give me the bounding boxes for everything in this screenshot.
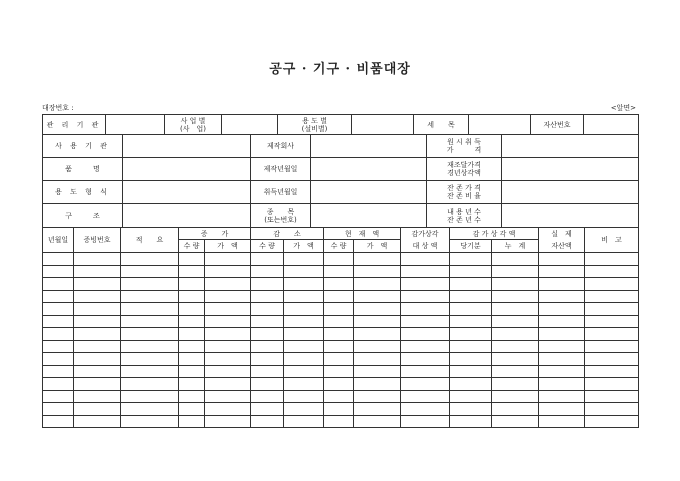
ledger-cell[interactable] [284,315,324,328]
ledger-cell[interactable] [324,403,354,416]
col-depr-current-period: 당기분 [450,240,492,253]
ledger-cell[interactable] [585,378,639,391]
ledger-cell[interactable] [205,303,251,316]
ledger-cell[interactable] [121,365,179,378]
ledger-cell[interactable] [43,265,74,278]
manufacturer-label: 제작회사 [251,135,311,158]
table-row [43,353,639,366]
ledger-cell[interactable] [450,390,492,403]
col-date: 년월일 [43,228,74,253]
ledger-cell[interactable] [354,403,401,416]
ledger-cell[interactable] [43,253,74,266]
table-row [43,378,639,391]
ledger-cell[interactable] [450,265,492,278]
ledger-cell[interactable] [354,340,401,353]
ledger-cell[interactable] [74,390,121,403]
ledger-cell[interactable] [585,390,639,403]
orig-cost-label: 원 시 취 득 가 격 [427,135,502,158]
ledger-cell[interactable] [121,403,179,416]
ledger-cell[interactable] [179,328,205,341]
ledger-cell[interactable] [179,340,205,353]
front-side-label: <앞면> [610,104,636,112]
ledger-cell[interactable] [74,253,121,266]
ledger-cell[interactable] [251,390,284,403]
ledger-cell[interactable] [450,353,492,366]
ledger-cell[interactable] [284,340,324,353]
ledger-cell[interactable] [43,278,74,291]
ledger-cell[interactable] [324,290,354,303]
ledger-cell[interactable] [74,340,121,353]
ledger-cell[interactable] [74,415,121,428]
ledger-cell[interactable] [284,290,324,303]
product-name-value[interactable] [123,158,251,181]
ledger-cell[interactable] [585,365,639,378]
col-description: 적 요 [121,228,179,253]
ledger-cell[interactable] [324,390,354,403]
ledger-cell[interactable] [284,415,324,428]
ledger-cell[interactable] [585,315,639,328]
ledger-table [42,227,639,428]
by-use-value[interactable] [352,115,414,135]
ledger-cell[interactable] [450,253,492,266]
ledger-cell[interactable] [401,303,450,316]
table-row [43,390,639,403]
ledger-cell[interactable] [539,290,585,303]
ledger-cell[interactable] [74,378,121,391]
ledger-cell[interactable] [401,365,450,378]
ledger-cell[interactable] [251,340,284,353]
service-life-value[interactable] [502,204,639,228]
ledger-cell[interactable] [324,265,354,278]
ledger-cell[interactable] [74,328,121,341]
ledger-cell[interactable] [121,315,179,328]
col-voucher-no: 증빙번호 [74,228,121,253]
user-org-value[interactable] [123,135,251,158]
manufacture-date-value[interactable] [311,158,427,181]
ledger-cell[interactable] [354,290,401,303]
ledger-cell[interactable] [205,265,251,278]
ledger-cell[interactable] [585,415,639,428]
acquisition-date-label: 취득년월일 [251,181,311,204]
use-type-label: 용 도 형 식 [43,181,123,204]
ledger-cell[interactable] [492,290,539,303]
ledger-cell[interactable] [324,315,354,328]
ledger-cell[interactable] [121,353,179,366]
ledger-cell[interactable] [492,253,539,266]
ledger-cell[interactable] [43,403,74,416]
ledger-cell[interactable] [43,315,74,328]
ledger-cell[interactable] [354,303,401,316]
ledger-cell[interactable] [284,390,324,403]
table-row [43,340,639,353]
ledger-cell[interactable] [450,278,492,291]
ledger-cell[interactable] [492,303,539,316]
acquisition-date-value[interactable] [311,181,427,204]
by-use-label: 용 도 별 (설비별) [278,115,352,135]
table-row [43,365,639,378]
ledger-cell[interactable] [251,265,284,278]
ledger-cell[interactable] [121,390,179,403]
ledger-cell[interactable] [121,265,179,278]
table-row [43,265,639,278]
ledger-cell[interactable] [492,328,539,341]
info-table [42,134,639,228]
ledger-cell[interactable] [401,340,450,353]
ledger-cell[interactable] [585,265,639,278]
ledger-cell[interactable] [324,365,354,378]
ledger-cell[interactable] [179,315,205,328]
ledger-cell[interactable] [205,253,251,266]
header-table [42,114,639,135]
ledger-cell[interactable] [43,328,74,341]
ledger-cell[interactable] [401,328,450,341]
ledger-cell[interactable] [205,315,251,328]
structure-label: 구 조 [43,204,123,228]
ledger-cell[interactable] [585,278,639,291]
ledger-cell[interactable] [585,328,639,341]
ledger-cell[interactable] [251,365,284,378]
ledger-cell[interactable] [585,253,639,266]
ledger-cell[interactable] [205,390,251,403]
table-row [43,328,639,341]
ledger-cell[interactable] [284,303,324,316]
user-org-label: 사 용 기 관 [43,135,123,158]
procurement-value[interactable] [502,158,639,181]
ledger-cell[interactable] [450,315,492,328]
ledger-cell[interactable] [179,278,205,291]
ledger-cell[interactable] [43,290,74,303]
ledger-cell[interactable] [284,353,324,366]
col-depr-amount: 감 가 상 각 액 [450,228,539,240]
col-increase-amount: 가 액 [205,240,251,253]
ledger-cell[interactable] [121,290,179,303]
ledger-cell[interactable] [179,290,205,303]
col-increase-qty: 수 량 [179,240,205,253]
col-current: 현 재 액 [324,228,401,240]
ledger-cell[interactable] [539,403,585,416]
manufacturer-value[interactable] [311,135,427,158]
ledger-cell[interactable] [251,403,284,416]
ledger-cell[interactable] [324,353,354,366]
ledger-cell[interactable] [585,290,639,303]
structure-value[interactable] [123,204,251,228]
ledger-cell[interactable] [450,303,492,316]
ledger-cell[interactable] [401,378,450,391]
ledger-cell[interactable] [539,340,585,353]
ledger-cell[interactable] [251,303,284,316]
ledger-cell[interactable] [43,415,74,428]
ledger-cell[interactable] [43,303,74,316]
procurement-label: 재조달가격 경년상각액 [427,158,502,181]
ledger-cell[interactable] [401,415,450,428]
ledger-cell[interactable] [401,390,450,403]
col-depr-target: 감가상각 대 상 액 [401,228,450,253]
ledger-cell[interactable] [179,353,205,366]
ledger-cell[interactable] [179,365,205,378]
ledger-cell[interactable] [284,253,324,266]
ledger-cell[interactable] [450,365,492,378]
ledger-cell[interactable] [205,278,251,291]
mgmt-org-value[interactable] [106,115,165,135]
ledger-cell[interactable] [539,390,585,403]
ledger-cell[interactable] [43,390,74,403]
ledger-cell[interactable] [450,415,492,428]
ledger-cell[interactable] [450,290,492,303]
ledger-cell[interactable] [74,365,121,378]
ledger-cell[interactable] [539,315,585,328]
ledger-cell[interactable] [205,403,251,416]
ledger-cell[interactable] [585,303,639,316]
ledger-cell[interactable] [74,278,121,291]
ledger-cell[interactable] [324,378,354,391]
use-type-value[interactable] [123,181,251,204]
ledger-cell[interactable] [121,378,179,391]
ledger-cell[interactable] [492,365,539,378]
item-detail-value[interactable] [469,115,531,135]
ledger-cell[interactable] [179,265,205,278]
ledger-cell[interactable] [74,353,121,366]
table-row [43,415,639,428]
col-decrease-qty: 수 량 [251,240,284,253]
ledger-cell[interactable] [284,365,324,378]
residual-label: 잔 존 가 격 잔 존 비 율 [427,181,502,204]
ledger-cell[interactable] [539,265,585,278]
ledger-cell[interactable] [539,415,585,428]
ledger-cell[interactable] [401,353,450,366]
col-remarks: 비 고 [585,228,639,253]
ledger-cell[interactable] [354,378,401,391]
ledger-cell[interactable] [450,340,492,353]
asset-no-label: 자산번호 [531,115,584,135]
ledger-cell[interactable] [324,328,354,341]
ledger-cell[interactable] [205,365,251,378]
ledger-cell[interactable] [324,303,354,316]
ledger-cell[interactable] [539,365,585,378]
by-business-label: 사 업 별 (사 업) [165,115,222,135]
ledger-cell[interactable] [284,278,324,291]
table-row [43,253,639,266]
ledger-cell[interactable] [539,328,585,341]
category-label: 종 목 (또는번호) [251,204,311,228]
ledger-cell[interactable] [539,378,585,391]
ledger-cell[interactable] [401,253,450,266]
ledger-cell[interactable] [121,253,179,266]
register-number-label: 대장번호 : [42,104,74,112]
ledger-cell[interactable] [179,415,205,428]
mgmt-org-label: 관 리 기 관 [43,115,106,135]
ledger-cell[interactable] [492,265,539,278]
ledger-cell[interactable] [492,390,539,403]
ledger-cell[interactable] [251,290,284,303]
ledger-cell[interactable] [251,328,284,341]
manufacture-date-label: 제작년월일 [251,158,311,181]
orig-cost-value[interactable] [502,135,639,158]
category-value[interactable] [311,204,427,228]
asset-no-value[interactable] [584,115,639,135]
col-decrease-amount: 가 액 [284,240,324,253]
ledger-cell[interactable] [354,253,401,266]
ledger-cell[interactable] [354,278,401,291]
ledger-cell[interactable] [492,353,539,366]
ledger-cell[interactable] [324,340,354,353]
ledger-cell[interactable] [585,340,639,353]
ledger-cell[interactable] [43,353,74,366]
ledger-cell[interactable] [401,278,450,291]
ledger-cell[interactable] [205,353,251,366]
ledger-cell[interactable] [539,278,585,291]
ledger-cell[interactable] [74,303,121,316]
ledger-cell[interactable] [179,378,205,391]
product-name-label: 품 명 [43,158,123,181]
ledger-cell[interactable] [450,378,492,391]
table-row [43,290,639,303]
col-decrease: 감 소 [251,228,324,240]
ledger-cell[interactable] [251,315,284,328]
ledger-cell[interactable] [205,340,251,353]
ledger-cell[interactable] [251,353,284,366]
page-title: 공구 · 기구 · 비품대장 [269,62,411,77]
ledger-cell[interactable] [401,290,450,303]
ledger-cell[interactable] [354,353,401,366]
ledger-cell[interactable] [401,265,450,278]
service-life-label: 내 용 년 수 잔 존 년 수 [427,204,502,228]
ledger-cell[interactable] [43,365,74,378]
table-row [43,403,639,416]
item-detail-label: 세 목 [414,115,469,135]
ledger-cell[interactable] [354,315,401,328]
ledger-cell[interactable] [324,253,354,266]
ledger-cell[interactable] [354,328,401,341]
ledger-cell[interactable] [354,390,401,403]
col-current-amount: 가 액 [354,240,401,253]
ledger-cell[interactable] [121,415,179,428]
ledger-cell[interactable] [179,403,205,416]
ledger-cell[interactable] [492,415,539,428]
ledger-cell[interactable] [324,278,354,291]
ledger-cell[interactable] [205,415,251,428]
table-row [43,315,639,328]
ledger-cell[interactable] [450,403,492,416]
ledger-cell[interactable] [492,315,539,328]
ledger-cell[interactable] [205,378,251,391]
ledger-cell[interactable] [284,378,324,391]
col-increase: 증 가 [179,228,251,240]
ledger-cell[interactable] [539,303,585,316]
ledger-cell[interactable] [492,403,539,416]
ledger-cell[interactable] [354,415,401,428]
ledger-cell[interactable] [74,290,121,303]
ledger-cell[interactable] [251,278,284,291]
ledger-cell[interactable] [401,315,450,328]
ledger-cell[interactable] [179,390,205,403]
ledger-cell[interactable] [121,303,179,316]
ledger-cell[interactable] [251,253,284,266]
ledger-cell[interactable] [492,278,539,291]
col-depr-cumulative: 누 계 [492,240,539,253]
by-business-value[interactable] [222,115,278,135]
ledger-cell[interactable] [179,303,205,316]
ledger-cell[interactable] [43,378,74,391]
ledger-cell[interactable] [354,265,401,278]
ledger-cell[interactable] [121,328,179,341]
ledger-cell[interactable] [539,253,585,266]
ledger-cell[interactable] [539,353,585,366]
ledger-cell[interactable] [284,328,324,341]
ledger-cell[interactable] [205,328,251,341]
ledger-cell[interactable] [450,328,492,341]
ledger-cell[interactable] [585,403,639,416]
ledger-cell[interactable] [74,315,121,328]
ledger-cell[interactable] [585,353,639,366]
ledger-cell[interactable] [43,340,74,353]
col-actual-asset: 실 제 자산액 [539,228,585,253]
ledger-cell[interactable] [492,378,539,391]
residual-value[interactable] [502,181,639,204]
ledger-cell[interactable] [284,265,324,278]
ledger-cell[interactable] [121,278,179,291]
ledger-cell[interactable] [324,415,354,428]
ledger-cell[interactable] [179,253,205,266]
ledger-cell[interactable] [284,403,324,416]
ledger-cell[interactable] [492,340,539,353]
ledger-cell[interactable] [121,340,179,353]
ledger-cell[interactable] [74,265,121,278]
ledger-cell[interactable] [205,290,251,303]
ledger-cell[interactable] [251,415,284,428]
col-current-qty: 수 량 [324,240,354,253]
ledger-cell[interactable] [251,378,284,391]
table-row [43,303,639,316]
ledger-cell[interactable] [401,403,450,416]
ledger-cell[interactable] [354,365,401,378]
ledger-cell[interactable] [74,403,121,416]
table-row [43,278,639,291]
